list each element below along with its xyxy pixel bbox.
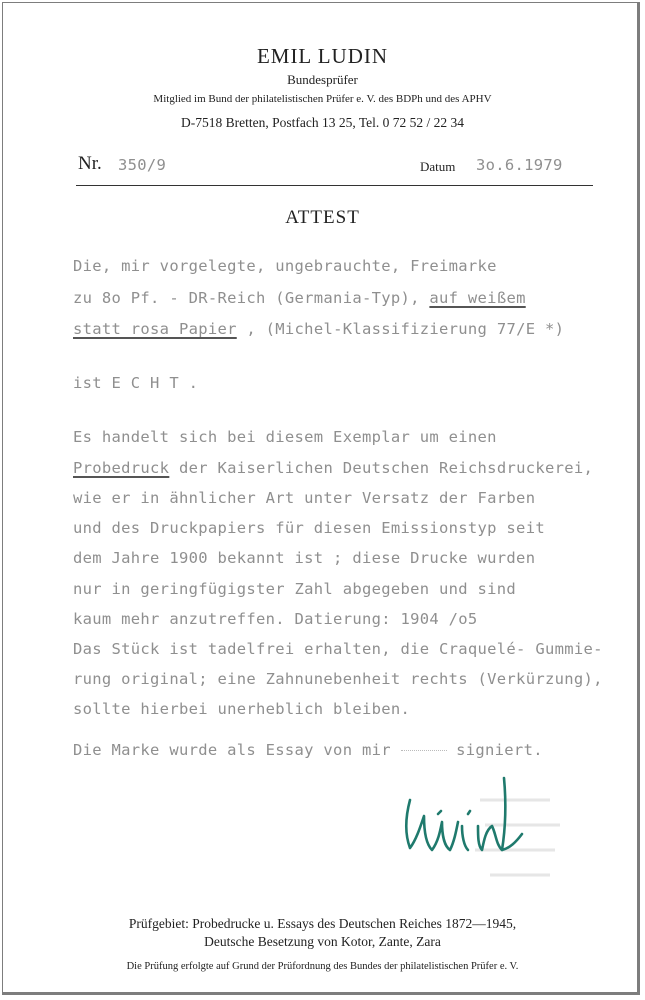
verdict-line: ist E C H T . xyxy=(73,374,199,392)
date-label: Datum xyxy=(420,159,456,174)
body-line: und des Druckpapiers für diesen Emissionstyp seit xyxy=(73,519,545,537)
signature-mark-blank xyxy=(401,750,447,751)
footer-regulation-note: Die Prüfung erfolgte auf Grund der Prüfordnung des Bundes der philatelistischen Prüfer e. V. xyxy=(126,961,519,972)
body-line: wie er in ähnlicher Art unter Versatz der Farben xyxy=(73,489,536,507)
handwritten-signature xyxy=(398,770,528,865)
number-label: Nr. xyxy=(78,153,102,174)
body-line xyxy=(73,741,543,759)
body-text: Die Marke wurde als Essay von mir xyxy=(73,741,391,759)
body-line xyxy=(73,289,526,307)
body-text: signiert. xyxy=(456,741,543,759)
body-line: Das Stück ist tadelfrei erhalten, die Craquelé- Gummie- xyxy=(73,640,603,658)
letterhead-role: Bundesprüfer xyxy=(287,72,358,87)
body-line xyxy=(73,320,564,338)
body-text: zu 8o Pf. - DR-Reich (Germania-Typ), xyxy=(73,289,420,307)
body-line: rung original; eine Zahnunebenheit rechts (Verkürzung), xyxy=(73,670,603,688)
body-text: , (Michel-Klassifizierung 77/E *) xyxy=(246,320,565,338)
underlined-text: auf weißem xyxy=(429,289,526,307)
body-line xyxy=(73,459,593,477)
date-value: 3o.6.1979 xyxy=(476,156,563,174)
footer-scope: Prüfgebiet: Probedrucke u. Essays des Deutschen Reiches 1872—1945, xyxy=(128,916,517,931)
letterhead-membership: Mitglied im Bund der philatelistischen Prüfer e. V. des BDPh und des APHV xyxy=(153,93,492,105)
letterhead-address: D-7518 Bretten, Postfach 13 25, Tel. 0 72 52 / 22 34 xyxy=(180,115,465,130)
body-line: sollte hierbei unerheblich bleiben. xyxy=(73,700,411,718)
underlined-text: Probedruck xyxy=(73,459,170,477)
body-line: Die, mir vorgelegte, ungebrauchte, Freimarke xyxy=(73,257,497,275)
footer-scope-continued: Deutsche Besetzung von Kotor, Zante, Zara xyxy=(204,934,441,949)
document-title: ATTEST xyxy=(285,207,360,228)
number-value: 350/9 xyxy=(118,156,167,174)
body-line: kaum mehr anzutreffen. Datierung: 1904 /o5 xyxy=(73,610,478,628)
body-text: der Kaiserlichen Deutschen Reichsdruckerei, xyxy=(178,459,594,477)
body-line: dem Jahre 1900 bekannt ist ; diese Drucke wurden xyxy=(73,549,536,567)
underlined-text: statt rosa Papier xyxy=(73,320,237,338)
letterhead-name: EMIL LUDIN xyxy=(256,44,389,68)
body-line: Es handelt sich bei diesem Exemplar um einen xyxy=(73,428,497,446)
body-line: nur in geringfügigster Zahl abgegeben und sind xyxy=(73,580,517,598)
header-divider xyxy=(76,185,593,186)
